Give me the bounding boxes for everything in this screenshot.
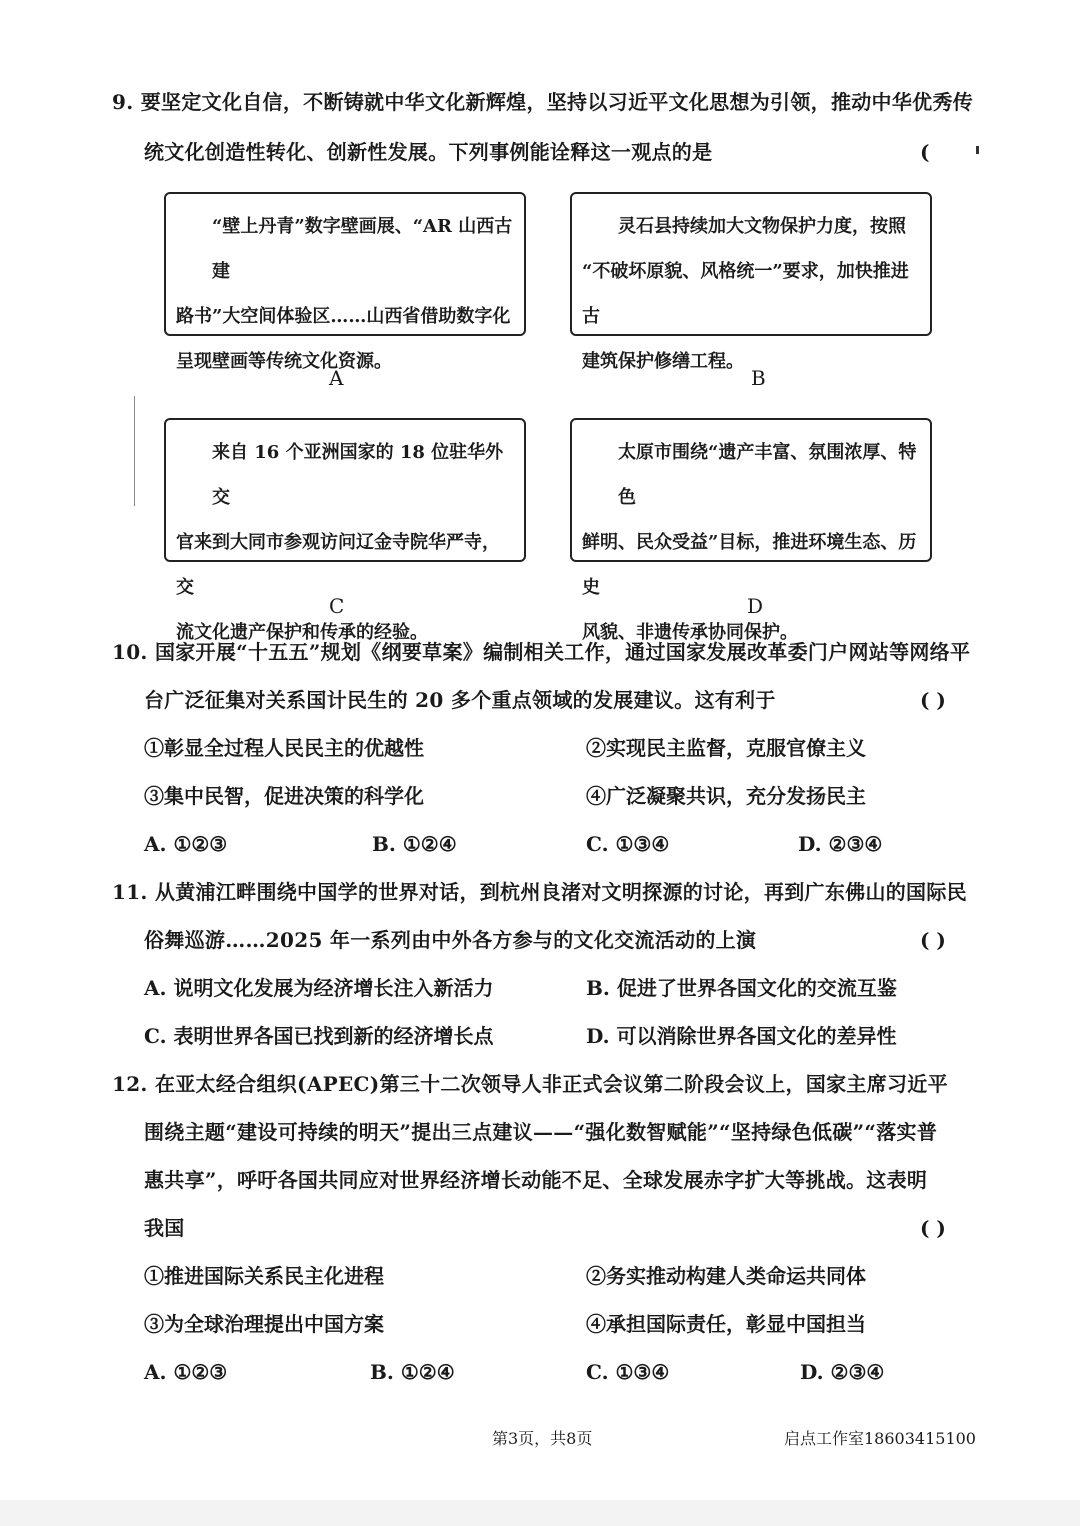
q10-option-a: A. ①②③ (144, 832, 228, 856)
q9-stem-line-2: 统文化创造性转化、创新性发展。下列事例能诠释这一观点的是 (144, 140, 713, 164)
q11-stem-line-2: 俗舞巡游……2025 年一系列由中外各方参与的文化交流活动的上演 (144, 928, 757, 952)
q9-label-a: A (329, 366, 344, 390)
q9-box-a (164, 192, 526, 372)
q9-box-d-line-3: 风貌、非遗传承协同保护。 (582, 622, 798, 643)
q9-box-b (570, 192, 932, 372)
q10-option-b: B. ①②④ (372, 832, 457, 856)
q9-box-c-line-2: 官来到大同市参观访问辽金寺院华严寺，交 (176, 532, 500, 598)
q10-stem-line-2: 台广泛征集对关系国计民生的 20 多个重点领域的发展建议。这有利于 (144, 688, 776, 712)
q9-box-b-line-3: 建筑保护修缮工程。 (582, 351, 744, 372)
q9-stem-line-1: 9. 要坚定文化自信，不断铸就中华文化新辉煌，坚持以习近平文化思想为引领，推动中华优秀传 (112, 90, 974, 114)
scan-bottom-edge (0, 1500, 1080, 1526)
q10-answer-paren: ( ) (920, 688, 946, 712)
q12-stem-line-2: 围绕主题“建设可持续的明天”提出三点建议——“强化数智赋能”“坚持绿色低碳”“落实普 (144, 1120, 938, 1144)
q9-box-d-line-2: 鲜明、民众受益”目标，推进环境生态、历史 (582, 532, 917, 598)
q9-box-a-line-1: “壁上丹青”数字壁画展、“AR 山西古建 (212, 216, 513, 282)
q9-label-c: C (329, 594, 345, 618)
q9-box-d-line-1: 太原市围绕“遗产丰富、氛围浓厚、特色 (618, 442, 917, 508)
q11-option-d: D. 可以消除世界各国文化的差异性 (586, 1024, 897, 1048)
q11-option-c: C. 表明世界各国已找到新的经济增长点 (144, 1024, 494, 1048)
q9-box-b-line-1: 灵石县持续加大文物保护力度，按照 (618, 216, 906, 237)
q9-box-c-line-3: 流文化遗产保护和传承的经验。 (176, 622, 428, 643)
q11-option-a: A. 说明文化发展为经济增长注入新活力 (144, 976, 494, 1000)
q12-stem-line-4: 我国 (144, 1216, 185, 1240)
q9-box-c (164, 418, 526, 643)
q9-box-a-line-2: 路书”大空间体验区……山西省借助数字化 (176, 306, 511, 327)
q9-label-b: B (751, 366, 766, 390)
q10-statement-4: ④广泛凝聚共识，充分发扬民主 (586, 784, 866, 808)
q12-option-c: C. ①③④ (586, 1360, 670, 1384)
q12-option-b: B. ①②④ (370, 1360, 455, 1384)
q10-option-d: D. ②③④ (798, 832, 883, 856)
studio-contact: 启点工作室18603415100 (784, 1429, 976, 1448)
q12-stem-line-1: 12. 在亚太经合组织(APEC)第三十二次领导人非正式会议第二阶段会议上，国家主席习近平 (112, 1072, 948, 1096)
q12-stem-line-3: 惠共享”，呼吁各国共同应对世界经济增长动能不足、全球发展赤字扩大等挑战。这表明 (144, 1168, 928, 1192)
q12-answer-paren: ( ) (920, 1216, 946, 1240)
q12-statement-4: ④承担国际责任，彰显中国担当 (586, 1312, 866, 1336)
q9-box-a-line-3: 呈现壁画等传统文化资源。 (176, 351, 392, 372)
q11-stem-line-1: 11. 从黄浦江畔围绕中国学的世界对话，到杭州良渚对文明探源的讨论，再到广东佛山的国际民 (112, 880, 967, 904)
q9-label-d: D (747, 594, 764, 618)
q9-box-c-line-1: 来自 16 个亚洲国家的 18 位驻华外交 (212, 442, 504, 508)
q9-box-b-line-2: “不破坏原貌、风格统一”要求，加快推进古 (582, 261, 909, 327)
scan-margin-line (134, 396, 135, 506)
q10-statement-1: ①彰显全过程人民民主的优越性 (144, 736, 424, 760)
q9-answer-paren: ( (920, 140, 930, 164)
page-number: 第3页，共8页 (492, 1429, 593, 1448)
q11-option-b: B. 促进了世界各国文化的交流互鉴 (586, 976, 897, 1000)
q10-statement-2: ②实现民主监督，克服官僚主义 (586, 736, 866, 760)
scan-mark (976, 146, 979, 154)
q10-option-c: C. ①③④ (586, 832, 670, 856)
q9-box-d (570, 418, 932, 643)
q10-statement-3: ③集中民智，促进决策的科学化 (144, 784, 424, 808)
q12-statement-1: ①推进国际关系民主化进程 (144, 1264, 384, 1288)
q12-statement-2: ②务实推动构建人类命运共同体 (586, 1264, 866, 1288)
q12-option-a: A. ①②③ (144, 1360, 228, 1384)
q12-statement-3: ③为全球治理提出中国方案 (144, 1312, 384, 1336)
q11-answer-paren: ( ) (920, 928, 946, 952)
q10-stem-line-1: 10. 国家开展“十五五”规划《纲要草案》编制相关工作，通过国家发展改革委门户网站等网络平 (112, 640, 971, 664)
q12-option-d: D. ②③④ (800, 1360, 885, 1384)
